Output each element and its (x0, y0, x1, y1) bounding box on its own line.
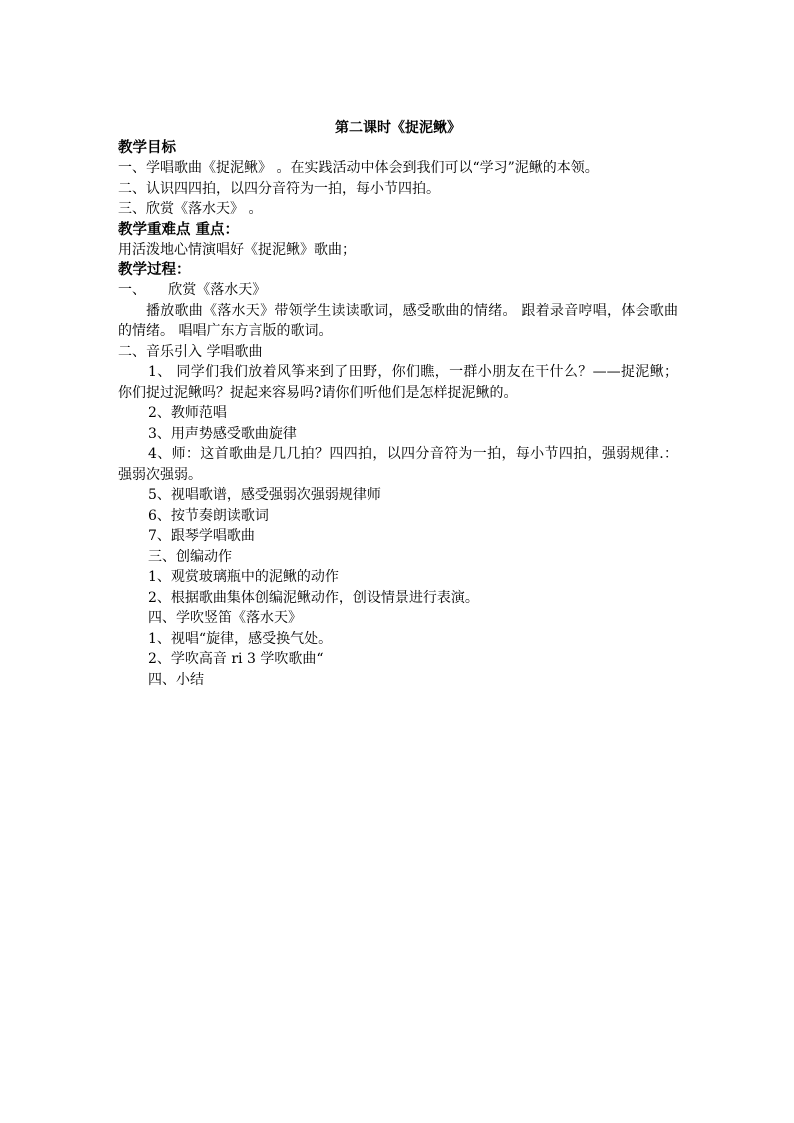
objective-item: 二、认识四四拍，以四分音符为一拍，每小节四拍。 (118, 180, 440, 197)
process-substep: 2、学吹高音 ri 3 学吹歌曲“ (148, 651, 324, 667)
document-title: 第二课时《捉泥鳅》 (335, 120, 461, 136)
document-page (118, 118, 678, 690)
process-substep: 四、小结 (148, 671, 204, 688)
process-substep: 三、创编动作 (148, 548, 232, 565)
document-body (118, 138, 678, 690)
section-heading-objectives: 教学目标 (118, 139, 176, 156)
process-substep: 四、学吹竖笛《落水天》 (148, 610, 302, 626)
section-heading-key-points: 教学重难点 重点： (118, 220, 240, 238)
process-substep: 7、跟琴学唱歌曲 (148, 528, 255, 544)
process-substep: 5、视唱歌谱，感受强弱次强弱规律师 (148, 487, 381, 503)
process-paragraph: 1、 同学们我们放着风筝来到了田野，你们瞧，一群小朋友在干什么？——捉泥鳅；你们捉过泥鳅吗？捉起来容易吗?请你们听他们是怎样捉泥鳅的。 (118, 364, 678, 401)
key-point-text: 用活泼地心情演唱好《捉泥鳅》歌曲； (118, 241, 356, 258)
process-paragraph: 4、师：这首歌曲是几几拍？四四拍，以四分音符为一拍，每小节四拍，强弱规律.：强弱次强弱。 (118, 446, 678, 483)
objective-item: 一、学唱歌曲《捉泥鳅》 。在实践活动中体会到我们可以“学习”泥鳅的本领。 (118, 160, 599, 176)
process-substep: 2、根据歌曲集体创编泥鳅动作，创设情景进行表演。 (148, 589, 479, 606)
section-heading-process: 教学过程： (118, 261, 191, 278)
process-paragraph: 播放歌曲《落水天》带领学生读读歌词，感受歌曲的情绪。 跟着录音哼唱，体会歌曲的情绪。 唱唱广东方言版的歌词。 (118, 302, 678, 339)
process-step-heading: 一、 欣赏《落水天》 (118, 282, 267, 298)
process-substep: 3、用声势感受歌曲旋律 (148, 425, 297, 442)
process-substep: 2、教师范唱 (148, 405, 227, 421)
process-substep: 1、视唱“旋律，感受换气处。 (148, 630, 333, 647)
process-substep: 6、按节奏朗读歌词 (148, 507, 269, 524)
process-substep: 1、观赏玻璃瓶中的泥鳅的动作 (148, 569, 339, 585)
process-step-heading: 二、音乐引入 学唱歌曲 (118, 343, 263, 360)
objective-item: 三、欣赏《落水天》 。 (118, 201, 263, 217)
